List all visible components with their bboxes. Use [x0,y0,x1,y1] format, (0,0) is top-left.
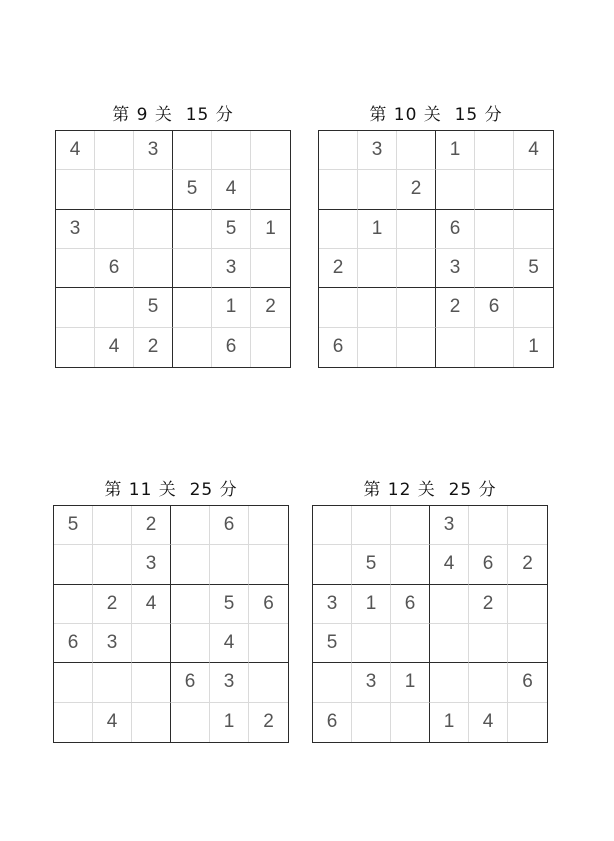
grid-cell[interactable]: 6 [469,545,508,584]
grid-cell[interactable] [397,328,436,367]
grid-cell[interactable]: 3 [212,249,251,288]
grid-cell[interactable] [93,506,132,545]
grid-cell[interactable]: 4 [514,131,553,170]
grid-cell[interactable] [508,703,547,742]
grid-cell[interactable] [358,288,397,327]
grid-cell[interactable]: 6 [475,288,514,327]
puzzle-title: 第 9 关 15 分 [112,105,234,125]
grid-cell[interactable] [514,170,553,209]
grid-cell[interactable] [391,506,430,545]
grid-cell[interactable] [319,170,358,209]
grid-cell[interactable] [132,624,171,663]
sudoku-grid [53,505,289,743]
grid-cell[interactable] [56,170,95,209]
grid-cell[interactable] [171,585,210,624]
grid-cell[interactable] [469,506,508,545]
sudoku-grid [318,130,554,368]
grid-cell[interactable] [249,663,288,702]
grid-cell[interactable]: 6 [319,328,358,367]
grid-cell[interactable] [508,624,547,663]
grid-cell[interactable] [391,703,430,742]
grid-cell[interactable]: 6 [54,624,93,663]
grid-cell[interactable] [397,210,436,249]
grid-cell[interactable]: 3 [93,624,132,663]
grid-cell[interactable]: 6 [313,703,352,742]
grid-cell[interactable] [93,663,132,702]
grid-cell[interactable]: 2 [93,585,132,624]
grid-cell[interactable] [251,131,290,170]
grid-cell[interactable] [475,131,514,170]
grid-cell[interactable]: 3 [56,210,95,249]
grid-cell[interactable]: 5 [352,545,391,584]
grid-cell[interactable] [134,249,173,288]
grid-cell[interactable] [436,170,475,209]
grid-cell[interactable] [54,663,93,702]
grid-cell[interactable] [134,210,173,249]
grid-cell[interactable]: 2 [132,506,171,545]
grid-cell[interactable] [251,170,290,209]
grid-cell[interactable]: 1 [430,703,469,742]
grid-cell[interactable] [508,506,547,545]
grid-cell[interactable] [469,663,508,702]
grid-cell[interactable]: 1 [251,210,290,249]
grid-cell[interactable] [397,288,436,327]
grid-cell[interactable] [514,288,553,327]
grid-cell[interactable] [352,703,391,742]
grid-cell[interactable] [249,506,288,545]
grid-cell[interactable]: 6 [210,506,249,545]
grid-cell[interactable]: 3 [436,249,475,288]
grid-cell[interactable]: 2 [251,288,290,327]
grid-cell[interactable] [95,288,134,327]
grid-cell[interactable] [171,506,210,545]
grid-cell[interactable]: 1 [212,288,251,327]
grid-cell[interactable] [313,545,352,584]
grid-cell[interactable]: 6 [391,585,430,624]
grid-cell[interactable] [173,328,212,367]
grid-cell[interactable]: 6 [212,328,251,367]
grid-cell[interactable] [436,328,475,367]
grid-cell[interactable]: 4 [469,703,508,742]
grid-cell[interactable] [251,249,290,288]
grid-cell[interactable] [132,703,171,742]
grid-cell[interactable] [430,624,469,663]
grid-cell[interactable] [173,249,212,288]
grid-cell[interactable] [319,210,358,249]
puzzle-title: 第 11 关 25 分 [104,480,238,500]
grid-cell[interactable]: 4 [430,545,469,584]
grid-cell[interactable]: 5 [134,288,173,327]
puzzle-title: 第 12 关 25 分 [363,480,497,500]
grid-cell[interactable] [319,131,358,170]
grid-cell[interactable]: 4 [93,703,132,742]
grid-cell[interactable] [358,170,397,209]
grid-cell[interactable]: 1 [352,585,391,624]
grid-cell[interactable] [210,545,249,584]
grid-cell[interactable]: 5 [210,585,249,624]
grid-cell[interactable]: 3 [430,506,469,545]
grid-cell[interactable] [54,703,93,742]
grid-cell[interactable] [171,703,210,742]
puzzle-title: 第 10 关 15 分 [369,105,503,125]
grid-cell[interactable] [173,210,212,249]
grid-cell[interactable]: 3 [210,663,249,702]
grid-cell[interactable]: 5 [173,170,212,209]
sudoku-grid [55,130,291,368]
grid-cell[interactable] [319,288,358,327]
grid-cell[interactable]: 2 [263,711,274,733]
grid-cell[interactable]: 6 [436,210,475,249]
grid-cell[interactable] [173,288,212,327]
grid-cell[interactable] [313,663,352,702]
grid-cell[interactable] [397,131,436,170]
grid-cell[interactable]: 6 [171,663,210,702]
grid-cell[interactable]: 4 [56,131,95,170]
grid-cell[interactable] [56,249,95,288]
grid-cell[interactable] [475,328,514,367]
grid-cell[interactable]: 1 [358,210,397,249]
grid-cell[interactable] [397,249,436,288]
grid-cell[interactable] [95,131,134,170]
grid-cell[interactable]: 2 [134,328,173,367]
grid-cell[interactable]: 2 [319,249,358,288]
grid-cell[interactable] [358,328,397,367]
grid-cell[interactable]: 6 [95,249,134,288]
grid-cell[interactable] [171,624,210,663]
grid-cell[interactable]: 3 [132,545,171,584]
grid-cell[interactable] [475,170,514,209]
grid-cell[interactable]: 2 [436,288,475,327]
grid-cell[interactable] [134,170,173,209]
grid-cell[interactable] [56,288,95,327]
grid-cell[interactable]: 4 [212,170,251,209]
grid-cell[interactable] [95,210,134,249]
grid-cell[interactable] [469,624,508,663]
grid-cell[interactable]: 5 [514,249,553,288]
grid-cell[interactable]: 2 [508,545,547,584]
grid-cell[interactable] [358,249,397,288]
grid-cell[interactable]: 1 [528,336,539,358]
grid-cell[interactable]: 5 [54,506,93,545]
grid-cell[interactable] [430,663,469,702]
grid-cell[interactable] [508,585,547,624]
grid-cell[interactable] [475,210,514,249]
grid-cell[interactable] [56,328,95,367]
grid-cell[interactable] [352,624,391,663]
grid-cell[interactable] [132,663,171,702]
grid-cell[interactable]: 5 [313,624,352,663]
grid-cell[interactable]: 2 [397,170,436,209]
grid-cell[interactable]: 6 [508,663,547,702]
grid-cell[interactable] [249,545,288,584]
grid-cell[interactable] [249,624,288,663]
grid-cell[interactable]: 4 [95,328,134,367]
grid-cell[interactable] [391,624,430,663]
grid-cell[interactable]: 1 [391,663,430,702]
grid-cell[interactable] [173,131,212,170]
grid-cell[interactable] [93,545,132,584]
grid-cell[interactable]: 1 [436,131,475,170]
grid-cell[interactable] [54,545,93,584]
grid-cell[interactable]: 3 [134,131,173,170]
grid-cell[interactable]: 3 [352,663,391,702]
grid-cell[interactable] [95,170,134,209]
grid-cell[interactable]: 6 [249,585,288,624]
grid-cell[interactable]: 4 [132,585,171,624]
grid-cell[interactable]: 2 [469,585,508,624]
grid-cell[interactable]: 3 [358,131,397,170]
grid-cell[interactable] [251,328,290,367]
grid-cell[interactable] [391,545,430,584]
grid-cell[interactable] [430,585,469,624]
grid-cell[interactable] [212,131,251,170]
grid-cell[interactable] [54,585,93,624]
grid-cell[interactable]: 3 [313,585,352,624]
grid-cell[interactable]: 4 [210,624,249,663]
grid-cell[interactable]: 5 [212,210,251,249]
grid-cell[interactable] [475,249,514,288]
sudoku-grid [312,505,548,743]
grid-cell[interactable] [514,210,553,249]
grid-cell[interactable] [171,545,210,584]
grid-cell[interactable] [313,506,352,545]
grid-cell[interactable] [352,506,391,545]
grid-cell[interactable]: 1 [210,703,249,742]
